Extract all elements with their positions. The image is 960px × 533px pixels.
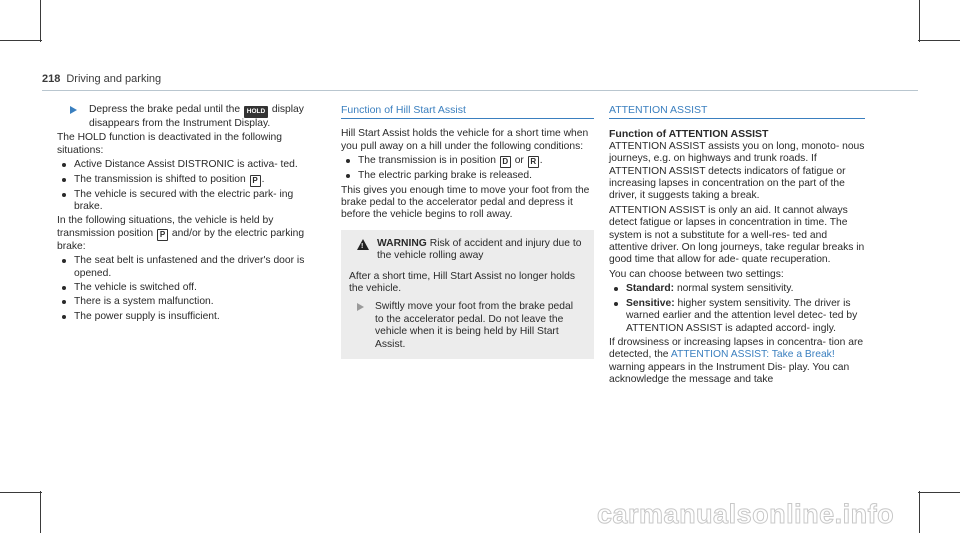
list-item: The vehicle is switched off. xyxy=(57,282,315,294)
instruction-step: Depress the brake pedal until the HOLD display disappears from the Instrument Display. xyxy=(57,104,315,130)
display-message: ATTENTION ASSIST: Take a Break! xyxy=(670,349,835,361)
column-3 xyxy=(609,104,865,389)
instruction-arrow-icon xyxy=(70,106,77,114)
bullet-icon xyxy=(346,159,350,163)
page-header xyxy=(42,73,161,85)
warning-lead: Risk of accident and injury due to the vehicle rolling away xyxy=(377,237,582,262)
paragraph: You can choose between two settings: xyxy=(609,268,784,280)
subheading: Function of ATTENTION ASSIST xyxy=(609,128,769,141)
park-position-icon: P xyxy=(157,229,168,241)
section-title: Driving and parking xyxy=(66,73,162,85)
park-position-icon: P xyxy=(250,175,261,187)
instruction-arrow-icon xyxy=(357,303,364,311)
drive-position-icon: D xyxy=(500,156,511,168)
paragraph: ATTENTION ASSIST is only an aid. It cannot always detect fatigue or lapses in concentration in time. The system is not a substitute for a well-res‐ ted and attentive driver. On long journeys, take regular breaks in good time that allow for ade‐ quate recuperation. xyxy=(609,204,865,266)
bullet-icon xyxy=(62,315,66,319)
watermark-logo xyxy=(597,497,947,531)
svg-text:carmanualsonline.info: carmanualsonline.info xyxy=(597,499,895,529)
crop-mark xyxy=(0,40,42,41)
crop-mark xyxy=(918,492,960,493)
bullet-icon xyxy=(62,300,66,304)
crop-mark xyxy=(40,0,41,42)
reverse-position-icon: R xyxy=(528,156,539,168)
hold-symbol-icon: HOLD xyxy=(244,106,268,118)
bullet-icon xyxy=(62,193,66,197)
bullet-icon xyxy=(62,178,66,182)
page-number: 218 xyxy=(42,73,61,85)
column-2 xyxy=(341,104,594,359)
bullet-icon xyxy=(614,287,618,291)
paragraph: Hill Start Assist holds the vehicle for a short time when you pull away on a hill under the following conditions: xyxy=(341,128,589,152)
crop-mark xyxy=(40,491,41,533)
crop-mark xyxy=(919,0,920,42)
list-item: There is a system malfunction. xyxy=(57,296,315,308)
list-item: The electric parking brake is released. xyxy=(341,170,594,182)
header-rule xyxy=(42,90,918,91)
list-item: Standard: normal system sensitivity. xyxy=(609,283,865,295)
paragraph: In the following situations, the vehicle is held by transmission position P and/or by the electric parking brake: xyxy=(57,215,305,252)
list-item: The transmission is shifted to position P . xyxy=(57,174,315,187)
bullet-icon xyxy=(62,286,66,290)
warning-triangle-icon xyxy=(357,239,369,250)
warning-body: After a short time, Hill Start Assist no longer holds the vehicle. xyxy=(349,270,576,295)
column-1 xyxy=(57,104,315,325)
list-item: The power supply is insufficient. xyxy=(57,311,315,323)
section-heading: ATTENTION ASSIST xyxy=(609,104,865,119)
paragraph: ATTENTION ASSIST assists you on long, monoto‐ nous journeys, e.g. on highways and trunk roads. If ATTENTION ASSIST detects indicators of fatigue or increasing lapses in concentration on the part of the driver, it suggests taking a break. xyxy=(609,140,865,202)
paragraph: The HOLD function is deactivated in the following situations: xyxy=(57,132,282,156)
crop-mark xyxy=(0,492,42,493)
warning-title: WARNING xyxy=(377,237,427,249)
bullet-icon xyxy=(62,163,66,167)
bullet-icon xyxy=(346,174,350,178)
paragraph: If drowsiness or increasing lapses in concentra‐ tion are detected, the ATTENTION ASSIST: Take a Break! warning appears in the Instrument Dis‐ play. You can acknowledge the message and take xyxy=(609,336,864,386)
bullet-icon xyxy=(62,259,66,263)
paragraph: This gives you enough time to move your foot from the brake pedal to the accelerator pedal and depress it before the vehicle begins to roll away. xyxy=(341,184,590,221)
bullet-icon xyxy=(614,302,618,306)
instruction-step: Swiftly move your foot from the brake pedal to the accelerator pedal. Do not leave the vehicle when it is being held by Hill Start Assist. xyxy=(349,301,584,351)
list-item: Active Distance Assist DISTRONIC is activa‐ ted. xyxy=(57,159,315,171)
list-item: The transmission is in position D or R . xyxy=(341,155,594,168)
list-item: Sensitive: higher system sensitivity. The driver is warned earlier and the attention level detec‐ ted by ATTENTION ASSIST is adapted accord‐ ingly. xyxy=(609,298,865,335)
crop-mark xyxy=(918,40,960,41)
list-item: The vehicle is secured with the electric park‐ ing brake. xyxy=(57,189,315,214)
warning-box xyxy=(341,230,594,359)
section-heading: Function of Hill Start Assist xyxy=(341,104,594,119)
list-item: The seat belt is unfastened and the driver's door is opened. xyxy=(57,255,315,280)
